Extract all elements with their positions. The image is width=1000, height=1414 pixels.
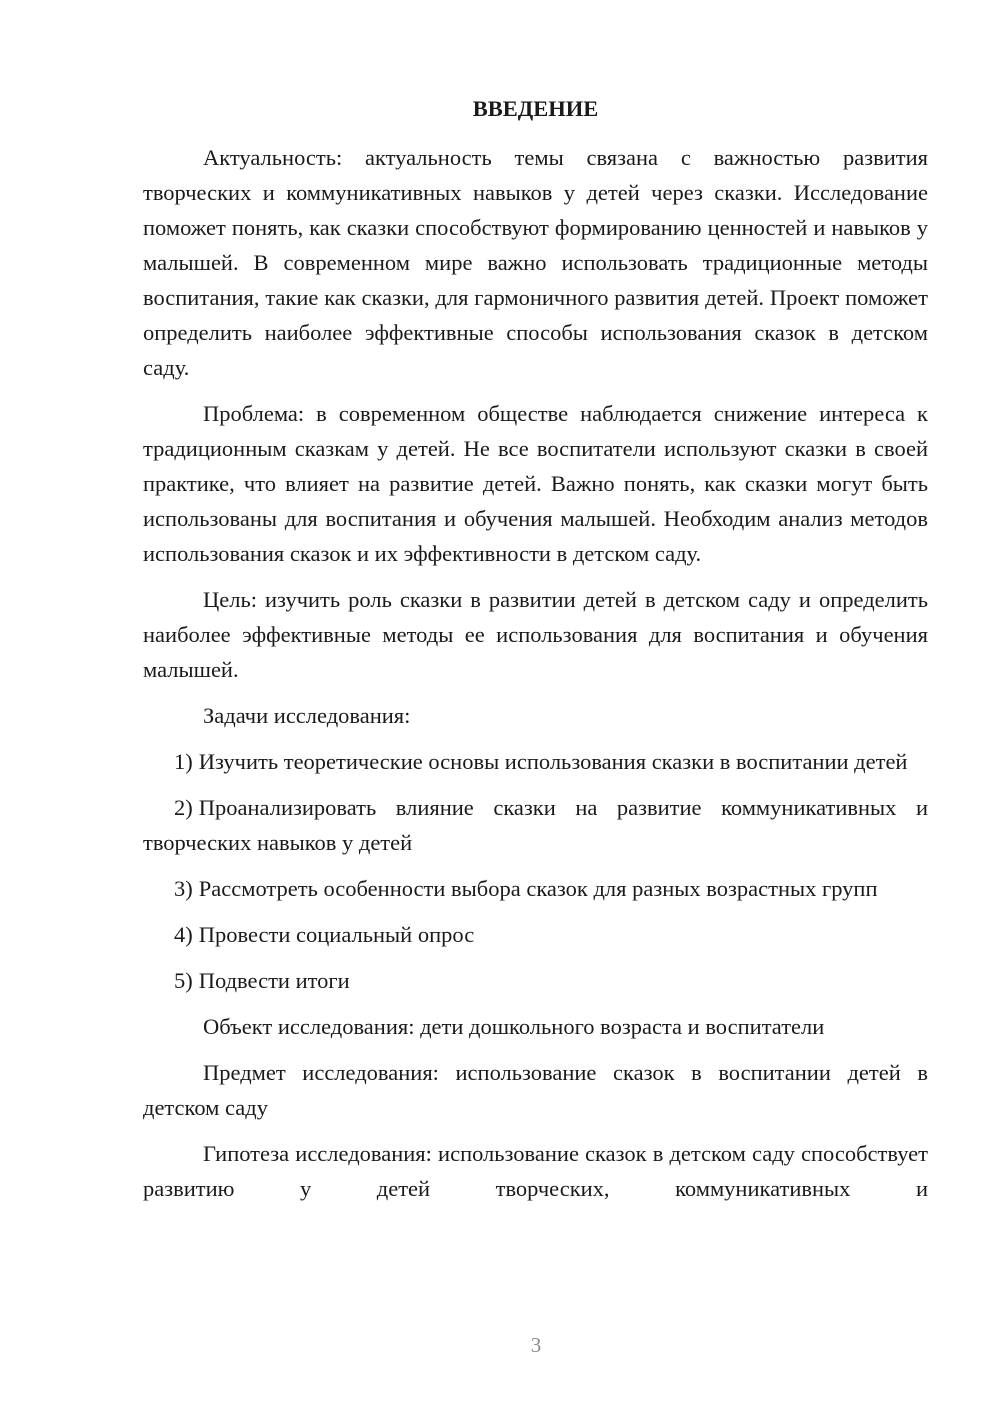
task-item-5 — [143, 963, 928, 998]
paragraph-relevance: Актуальность: актуальность темы связана с важностью развития творческих и коммуникативных навыков у детей через сказки. Исследование поможет понять, как сказки способствуют формированию ценностей и навыков у малышей. В современном мире важно использовать традиционные методы воспитания, такие как сказки, для гармоничного развития детей. Проект поможет определить наиболее эффективные способы использования сказок в детском саду. — [143, 145, 928, 380]
page-number: 3 — [530, 1333, 542, 1357]
task-text: Проанализировать влияние сказки на развитие коммуникативных и творческих навыков у детей — [143, 795, 928, 855]
task-item-1 — [143, 744, 928, 779]
task-number: 4) — [174, 922, 193, 947]
paragraph-goal: Цель: изучить роль сказки в развитии детей в детском саду и определить наиболее эффективные методы ее использования для воспитания и обучения малышей. — [143, 587, 928, 682]
task-number: 3) — [174, 876, 193, 901]
task-number: 5) — [174, 968, 193, 993]
page-title: ВВЕДЕНИЕ — [472, 96, 599, 121]
paragraph-subject: Предмет исследования: использование сказок в воспитании детей в детском саду — [143, 1060, 928, 1120]
task-item-3 — [143, 871, 928, 906]
task-item-4 — [143, 917, 928, 952]
tasks-heading: Задачи исследования: — [203, 703, 411, 728]
task-text: Изучить теоретические основы использования сказки в воспитании детей — [198, 749, 908, 774]
task-item-2 — [143, 790, 928, 860]
task-number: 1) — [174, 749, 193, 774]
task-text: Подвести итоги — [198, 968, 350, 993]
paragraph-hypothesis: Гипотеза исследования: использование сказок в детском саду способствует развитию у детей творческих, коммуникативных и — [143, 1141, 928, 1201]
paragraph-problem: Проблема: в современном обществе наблюдается снижение интереса к традиционным сказкам у детей. Не все воспитатели используют сказки в своей практике, что влияет на развитие детей. Важно понять, как сказки могут быть использованы для воспитания и обучения малышей. Необходим анализ методов использования сказок и их эффективности в детском саду. — [143, 401, 928, 566]
task-number: 2) — [174, 795, 193, 820]
task-text: Провести социальный опрос — [198, 922, 475, 947]
task-text: Рассмотреть особенности выбора сказок для разных возрастных групп — [198, 876, 878, 901]
paragraph-object: Объект исследования: дети дошкольного возраста и воспитатели — [203, 1014, 825, 1039]
page-content — [143, 94, 928, 1206]
